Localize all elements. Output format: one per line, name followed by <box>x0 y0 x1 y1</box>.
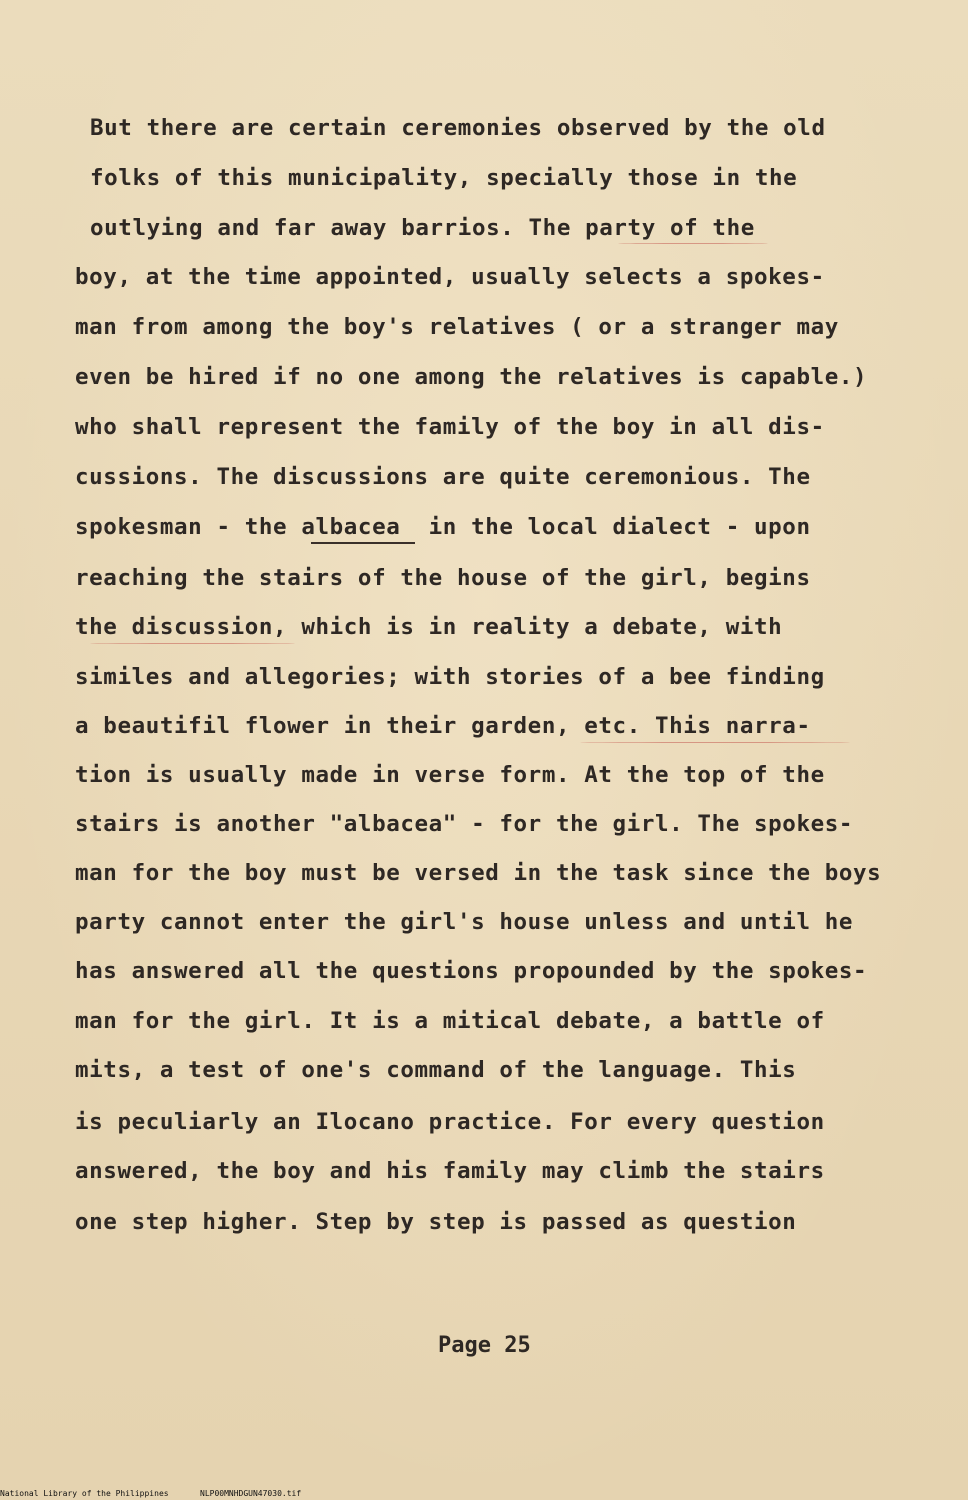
text-line: tion is usually made in verse form. At the top of the <box>75 762 825 788</box>
text-line: the discussion, which is in reality a debate, with <box>75 614 783 640</box>
red-pencil-mark <box>580 742 850 743</box>
footer-filename: NLP00MNHDGUN47030.tif <box>200 1489 302 1498</box>
text-line: But there are certain ceremonies observed by the old <box>90 115 826 141</box>
text-line: one step higher. Step by step is passed as question <box>75 1209 797 1235</box>
text-line: mits, a test of one's command of the language. This <box>75 1057 797 1083</box>
text-line: spokesman - the albacea in the local dialect - upon <box>75 514 811 540</box>
albacea-underline <box>311 542 415 544</box>
text-line: party cannot enter the girl's house unless and until he <box>75 909 854 935</box>
text-line: man from among the boy's relatives ( or a stranger may <box>75 314 839 340</box>
text-line: reaching the stairs of the house of the girl, begins <box>75 565 811 591</box>
text-line: similes and allegories; with stories of a bee finding <box>75 664 825 690</box>
text-line: a beautifil flower in their garden, etc. This narra- <box>75 713 811 739</box>
text-line: stairs is another "albacea" - for the girl. The spokes- <box>75 811 854 837</box>
text-line: answered, the boy and his family may climb the stairs <box>75 1158 825 1184</box>
text-line: boy, at the time appointed, usually selects a spokes- <box>75 264 825 290</box>
text-line: is peculiarly an Ilocano practice. For every question <box>75 1109 825 1135</box>
text-line: man for the girl. It is a mitical debate, a battle of <box>75 1008 825 1034</box>
text-line: man for the boy must be versed in the task since the boys <box>75 860 882 886</box>
text-line: folks of this municipality, specially those in the <box>90 165 798 191</box>
text-line: even be hired if no one among the relatives is capable.) <box>75 364 868 390</box>
text-line: who shall represent the family of the boy in all dis- <box>75 414 825 440</box>
text-line: outlying and far away barrios. The party of the <box>90 215 755 241</box>
footer-library: National Library of the Philippines <box>0 1489 169 1498</box>
red-pencil-mark <box>90 643 295 644</box>
page-number: Page 25 <box>438 1333 531 1358</box>
text-line: has answered all the questions propounded by the spokes- <box>75 958 868 984</box>
text-line: cussions. The discussions are quite ceremonious. The <box>75 464 811 490</box>
red-pencil-mark <box>618 243 768 244</box>
